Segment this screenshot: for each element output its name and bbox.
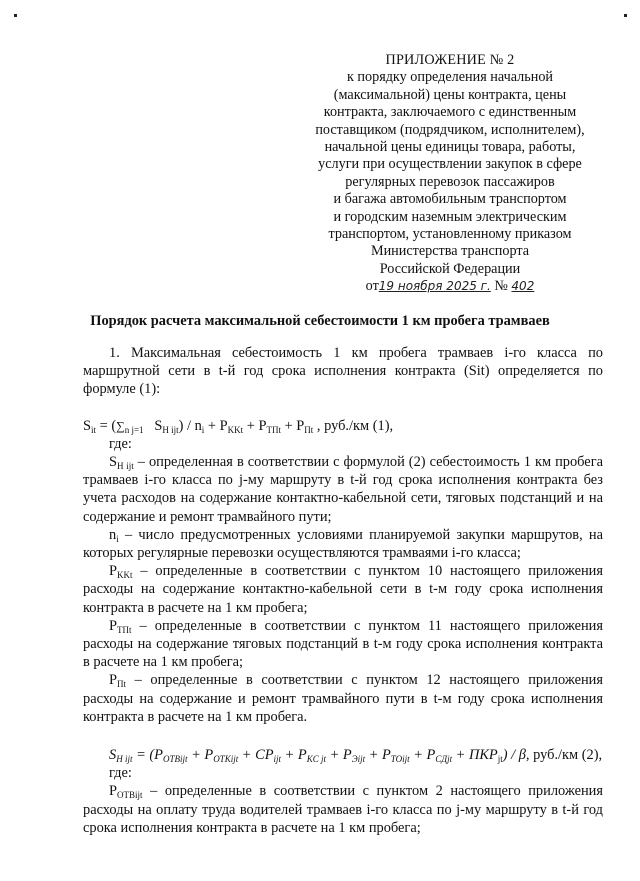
definition-item: $P_{KKt}$ – определенные в соответствии с пунктом 10 настоящего приложения расходы на содержание контактно-кабельной сети в t-м году срока исполнения контракта в расчете на 1 км пробега; bbox=[83, 563, 603, 616]
appendix-line: поставщиком (подрядчиком, исполнителем), bbox=[315, 121, 585, 138]
appendix-line: к порядку определения начальной bbox=[346, 69, 554, 86]
definition-item: $n_i$ – число предусмотренных условиями планируемой закупки маршрутов, на которых регулярные перевозки осуществляются трамваями i-го класса; bbox=[83, 526, 603, 562]
number-prefix: № bbox=[494, 278, 508, 295]
appendix-line: Министерства транспорта bbox=[370, 243, 530, 260]
formula-2-unit: руб./км (2), bbox=[533, 747, 603, 764]
handwritten-date: 19 ноября 2025 г. bbox=[378, 279, 491, 294]
formula-1: $S_{it} = (\sum_{n j=1}$ $S_{H ijt}) / n_i + P_{KKt} + P_{ТПt} + P_{Пt}$ , руб./км (1), bbox=[83, 417, 394, 435]
appendix-line: и багажа автомобильным транспортом bbox=[333, 191, 567, 208]
scan-mark-right bbox=[624, 14, 627, 17]
definition-item: $P_{OTBijt}$ – определенные в соответствии с пунктом 2 настоящего приложения расходы на оплату труда водителей трамваев i-го класса по j-му маршруту в t-й год срока исполнения контракта в расчете на 1 км пробега; bbox=[83, 783, 603, 836]
appendix-block bbox=[300, 52, 600, 296]
paragraph-1: 1. Максимальная себестоимость 1 км пробега трамваев i-го класса по маршрутной сети в t-й год срока исполнения контракта (Sit) определяется по формуле (1): bbox=[83, 345, 603, 398]
definition-item: $S_{H ijt}$ – определенная в соответствии с формулой (2) себестоимость 1 км пробега трамваев i-го класса по j-му маршруту в t-й год срока исполнения контракта без учета расходов на содержание контактно-кабельной сети, тяговых подстанций и на содержание и ремонт трамвайного пути; bbox=[83, 454, 603, 525]
document-body bbox=[83, 344, 603, 837]
sum-limits: n j=1 bbox=[124, 424, 144, 435]
appendix-line: начальной цены единицы товара, работы, bbox=[324, 139, 576, 156]
appendix-line: Российской Федерации bbox=[379, 260, 521, 277]
where-label-2: где: bbox=[109, 765, 132, 782]
scan-mark-left bbox=[14, 14, 17, 17]
appendix-line: и городским наземным электрическим bbox=[333, 208, 567, 225]
document-title: Порядок расчета максимальной себестоимости 1 км пробега трамваев bbox=[90, 313, 550, 329]
definition-item: $P_{ТПt}$ – определенные в соответствии с пунктом 11 настоящего приложения расходы на содержание тяговых подстанций в t-м году срока исполнения контракта в расчете на 1 км пробега; bbox=[83, 617, 603, 671]
order-date-number bbox=[300, 278, 600, 295]
appendix-title: ПРИЛОЖЕНИЕ № 2 bbox=[385, 52, 515, 68]
date-prefix: от bbox=[365, 278, 379, 295]
appendix-line: транспортом, установленному приказом bbox=[328, 226, 572, 243]
handwritten-number: 402 bbox=[511, 279, 535, 294]
appendix-line: контракта, заключаемого с единственным bbox=[323, 104, 577, 121]
formula-2: $S_{H ijt} = (P_{OTBijt} + P_{OTKijt} + CP_{ijt} + P_{KC jt} + P_{Эijt} + P_{TOijt} + P_{СДjt} + ПКР_{jt}) / \beta$, руб./км (2), bbox=[109, 747, 603, 765]
appendix-line: (максимальной) цены контракта, цены bbox=[333, 86, 567, 103]
appendix-line: услуги при осуществлении закупок в сфере bbox=[318, 156, 582, 173]
sum-sign: ∑ bbox=[116, 418, 125, 433]
definition-item: $P_{Пt}$ – определенные в соответствии с пунктом 12 настоящего приложения расходы на содержание и ремонт трамвайного пути в t-м году срока исполнения контракта в расчете на 1 км пробега. bbox=[83, 672, 603, 725]
appendix-line: регулярных перевозок пассажиров bbox=[345, 173, 555, 190]
where-label: где: bbox=[109, 435, 132, 452]
